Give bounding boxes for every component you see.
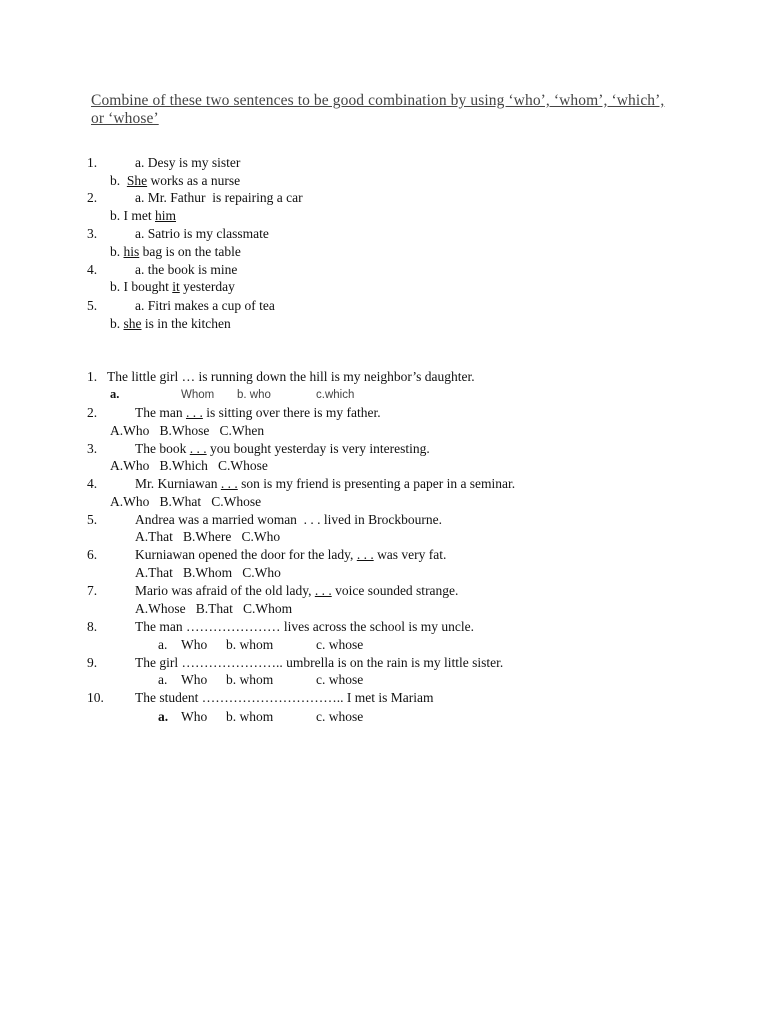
- sentence-b: b. I met him: [110, 208, 177, 223]
- question-number: 1.: [87, 369, 98, 384]
- sentence-b: b. She works as a nurse: [110, 173, 241, 188]
- option-a: Who: [181, 672, 208, 687]
- question-text: The student ………………………….. I met is Mariam: [135, 690, 434, 705]
- question-text: The little girl … is running down the hill is my neighbor’s daughter.: [107, 369, 475, 384]
- sentence-a: a. Desy is my sister: [135, 155, 241, 170]
- sentence-a: a. Fitri makes a cup of tea: [135, 298, 275, 313]
- question-text: The man . . . is sitting over there is my father.: [135, 405, 381, 420]
- option-a-label: a.: [158, 709, 169, 724]
- item-number: 5.: [87, 298, 98, 313]
- option-b: b. who: [237, 389, 271, 401]
- option-a: Whom: [181, 389, 215, 401]
- option-c: c. whose: [316, 709, 364, 724]
- option-a-label: a.: [110, 387, 120, 401]
- sentence-a: a. Mr. Fathur is repairing a car: [135, 190, 303, 205]
- question-text: The girl ………………….. umbrella is on the rain is my little sister.: [135, 655, 504, 670]
- question-number: 3.: [87, 441, 98, 456]
- question-text: Kurniawan opened the door for the lady, . . . was very fat.: [135, 547, 447, 562]
- options: A.That B.Whom C.Who: [135, 565, 281, 580]
- sentence-b: b. his bag is on the table: [110, 244, 241, 259]
- item-number: 1.: [87, 155, 98, 170]
- option-a-label: a.: [158, 637, 168, 652]
- question-number: 5.: [87, 512, 98, 527]
- sentence-b: b. I bought it yesterday: [110, 279, 235, 294]
- options: A.Who B.What C.Whose: [110, 494, 262, 509]
- sentence-b: b. she is in the kitchen: [110, 316, 231, 331]
- question-number: 7.: [87, 583, 98, 598]
- question-number: 4.: [87, 476, 98, 491]
- item-number: 3.: [87, 226, 98, 241]
- options: A.Who B.Whose C.When: [110, 423, 265, 438]
- options: A.Who B.Which C.Whose: [110, 458, 268, 473]
- item-number: 4.: [87, 262, 98, 277]
- question-text: The man ………………… lives across the school is my uncle.: [135, 619, 474, 634]
- options: A.Whose B.That C.Whom: [135, 601, 293, 616]
- sentence-a: a. Satrio is my classmate: [135, 226, 269, 241]
- question-number: 10.: [87, 690, 104, 705]
- option-a: Who: [181, 637, 208, 652]
- option-c: c. whose: [316, 672, 364, 687]
- option-c: c. whose: [316, 637, 364, 652]
- sentence-a: a. the book is mine: [135, 262, 238, 277]
- question-text: Mr. Kurniawan . . . son is my friend is presenting a paper in a seminar.: [135, 476, 516, 491]
- question-text: The book . . . you bought yesterday is very interesting.: [135, 441, 430, 456]
- question-text: Mario was afraid of the old lady, . . . voice sounded strange.: [135, 583, 459, 598]
- option-a-label: a.: [158, 672, 168, 687]
- option-b: b. whom: [226, 637, 274, 652]
- options: A.That B.Where C.Who: [135, 529, 281, 544]
- question-text: Andrea was a married woman . . . lived in Brockbourne.: [135, 512, 443, 527]
- question-number: 6.: [87, 547, 98, 562]
- question-number: 9.: [87, 655, 98, 670]
- option-b: b. whom: [226, 709, 274, 724]
- question-number: 8.: [87, 619, 98, 634]
- option-a: Who: [181, 709, 208, 724]
- page-title: Combine of these two sentences to be good combination by using ‘who’, ‘whom’, ‘which’, or ‘whose’: [91, 92, 665, 127]
- item-number: 2.: [87, 190, 98, 205]
- option-c: c.which: [316, 389, 355, 401]
- option-b: b. whom: [226, 672, 274, 687]
- question-number: 2.: [87, 405, 98, 420]
